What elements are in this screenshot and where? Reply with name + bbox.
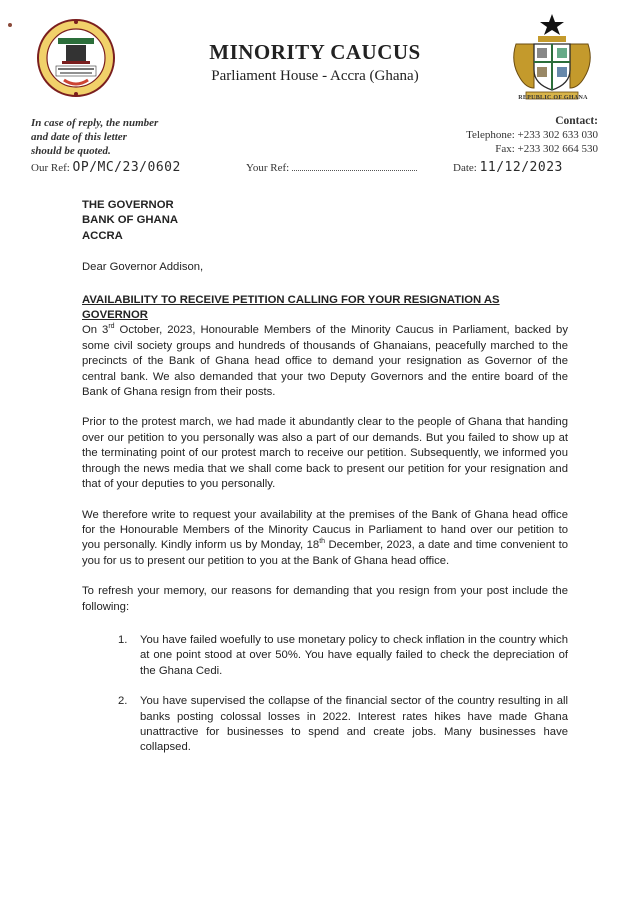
list-number: 2. xyxy=(118,695,128,708)
date xyxy=(453,160,563,175)
paragraph: On 3rd October, 2023, Honourable Members of the Minority Caucus in Parliament, backed by some civil society groups and hundreds of thousands of Ghanaians, peacefully marched to the precincts of the Bank of Ghana head office to demand your resignation as Governor of the central bank. We also demanded that your two Deputy Governors and the entire board of the Bank of Ghana resign from their posts. xyxy=(82,323,568,399)
stray-dot xyxy=(8,23,12,27)
paragraph: Prior to the protest march, we had made it abundantly clear to the people of Ghana that handing over our petition to you personally was also a part of our demands. But you failed to show up at the terminating point of our protest march to receive our petition. Subsequently, we informed you through the news media that we shall come back to present our petition for your resignation and that of your deputies to you personally. xyxy=(82,416,568,491)
letter-body xyxy=(82,198,568,756)
recipient-line: BANK OF GHANA xyxy=(82,214,179,227)
list-text: You have supervised the collapse of the financial sector of the country resulting in all banks posting colossal losses in 2022. Interest rates hikes have made Ghana unattractive for businesses to spend and create jobs. Many businesses have collapsed. xyxy=(140,695,568,754)
date-value: 11/12/2023 xyxy=(479,160,563,175)
reasons-list xyxy=(82,633,568,756)
list-text: You have failed woefully to use monetary policy to check inflation in the country which at one point stood at over 50%. You have equally failed to check the depreciation of the Ghana Cedi. xyxy=(140,633,568,677)
reply-note xyxy=(31,116,158,158)
reply-note-line: and date of this letter xyxy=(31,131,127,143)
contact-label: Contact: xyxy=(555,115,598,127)
list-item xyxy=(118,633,568,679)
reply-note-line: In case of reply, the number xyxy=(31,117,159,129)
our-ref-label: Our Ref: xyxy=(31,162,70,174)
salutation: Dear Governor Addison, xyxy=(82,261,204,274)
reply-note-line: should be quoted. xyxy=(31,145,111,157)
coat-of-arms-icon xyxy=(506,12,598,104)
contact-block xyxy=(466,114,598,156)
our-ref xyxy=(31,160,181,175)
reference-line xyxy=(31,160,601,184)
subject-line: AVAILABILITY TO RECEIVE PETITION CALLING FOR YOUR RESIGNATION AS GOVERNOR xyxy=(82,293,500,322)
recipient-line: ACCRA xyxy=(82,229,123,242)
coat-of-arms-caption: REPUBLIC OF GHANA xyxy=(518,95,588,101)
date-label: Date: xyxy=(453,162,477,174)
parliament-seal-icon xyxy=(36,8,116,108)
organization-title: MINORITY CAUCUS xyxy=(209,40,421,64)
recipient-address xyxy=(82,198,568,244)
list-item xyxy=(118,694,568,756)
paragraph: We therefore write to request your availability at the premises of the Bank of Ghana head office for the Honourable Members of the Minority Caucus in Parliament to hand over our petition to you personally. Kindly inform us by Monday, 18th December, 2023, a date and time convenient to you for us to present our petition to you at the Bank of Ghana head office. xyxy=(82,508,568,567)
paragraph: To refresh your memory, our reasons for demanding that you resign from your post include the following: xyxy=(82,585,568,613)
list-number: 1. xyxy=(118,633,128,646)
telephone-number: Telephone: +233 302 633 030 xyxy=(466,129,598,141)
your-ref xyxy=(246,160,417,174)
your-ref-blank xyxy=(292,160,417,171)
recipient-line: THE GOVERNOR xyxy=(82,199,174,211)
our-ref-value: OP/MC/23/0602 xyxy=(72,160,181,175)
fax-number: Fax: +233 302 664 530 xyxy=(495,143,598,155)
organization-address: Parliament House - Accra (Ghana) xyxy=(211,68,419,84)
your-ref-label: Your Ref: xyxy=(246,162,290,174)
